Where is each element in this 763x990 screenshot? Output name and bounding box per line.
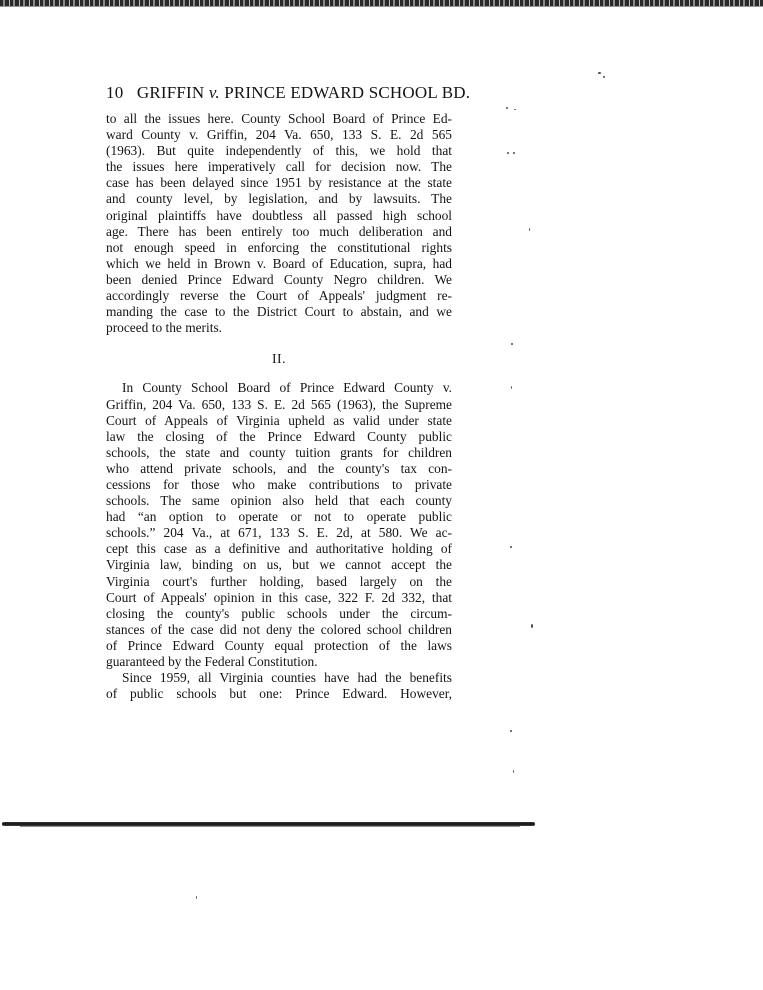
opinion-text: [106, 111, 452, 702]
text-line: stances of the case did not deny the colored school children: [106, 621, 452, 637]
scan-speck: [511, 386, 512, 389]
scan-top-border-shadow: [0, 6, 763, 7]
text-line: Virginia court's further holding, based largely on the: [106, 573, 452, 589]
text-line: had “an option to operate or not to operate public: [106, 509, 452, 525]
text-line: guaranteed by the Federal Constitution.: [106, 654, 318, 669]
text-line: law the closing of the Prince Edward County public: [106, 428, 452, 444]
scan-speck: [529, 228, 530, 231]
scan-speck: [506, 107, 508, 109]
text-line: who attend private schools, and the county's tax con-: [106, 460, 452, 476]
text-line: to all the issues here. County School Board of Prince Ed-: [106, 111, 452, 126]
paragraph-1: [106, 111, 452, 336]
scan-speck: [513, 152, 515, 154]
case-title-v: v.: [208, 83, 220, 102]
scan-speck: [511, 343, 513, 345]
text-line: cessions for those who make contributions to private: [106, 476, 452, 492]
scan-speck: [513, 770, 514, 773]
text-line: Since 1959, all Virginia counties have had the benefits: [122, 670, 452, 686]
text-line: of Prince Edward County equal protection of the laws: [106, 637, 452, 653]
text-line: age. There has been entirely too much deliberation and: [106, 223, 452, 239]
text-line: Court of Appeals of Virginia upheld as valid under state: [106, 412, 452, 428]
text-line: (1963). But quite independently of this, we hold that: [106, 143, 452, 159]
text-line: case has been delayed since 1951 by resistance at the state: [106, 175, 452, 191]
text-line: cept this case as a definitive and authoritative holding of: [106, 541, 452, 557]
scan-speck: [531, 624, 533, 628]
paragraph-2: [106, 380, 452, 670]
text-line: ward County v. Griffin, 204 Va. 650, 133 S. E. 2d 565: [106, 127, 452, 143]
scan-speck: [510, 730, 512, 732]
case-title-part2: PRINCE EDWARD SCHOOL BD.: [224, 83, 471, 102]
text-line: been denied Prince Edward County Negro children. We: [106, 271, 452, 287]
text-line: Virginia law, binding on us, but we cannot accept the: [106, 557, 452, 573]
scan-bottom-rule-shadow: [20, 826, 520, 827]
text-line: In County School Board of Prince Edward County v.: [122, 380, 452, 396]
text-line: original plaintiffs have doubtless all passed high school: [106, 207, 452, 223]
text-line: Griffin, 204 Va. 650, 133 S. E. 2d 565 (1963), the Supreme: [106, 396, 452, 412]
scan-speck: [196, 896, 197, 899]
case-title-part1: GRIFFIN: [136, 83, 205, 102]
text-line: and county level, by legislation, and by lawsuits. The: [106, 191, 452, 207]
section-heading: II.: [272, 351, 286, 367]
running-head: [106, 83, 471, 103]
text-line: schools, the state and county tuition grants for children: [106, 444, 452, 460]
text-line: manding the case to the District Court to abstain, and we: [106, 304, 452, 320]
text-line: which we held in Brown v. Board of Education, supra, had: [106, 255, 452, 271]
text-line: of public schools but one: Prince Edward. However,: [106, 686, 452, 702]
text-line: the issues here imperatively call for decision now. The: [106, 159, 452, 175]
paragraph-3: [106, 670, 452, 702]
text-line: schools.” 204 Va., at 671, 133 S. E. 2d, at 580. We ac-: [106, 525, 452, 541]
text-line: schools. The same opinion also held that each county: [106, 493, 452, 509]
scan-speck: [510, 546, 512, 548]
text-line: Court of Appeals' opinion in this case, 322 F. 2d 332, that: [106, 589, 452, 605]
page-number: 10: [106, 83, 124, 102]
scan-speck: [507, 152, 509, 154]
text-line: accordingly reverse the Court of Appeals' judgment re-: [106, 288, 452, 304]
text-line: closing the county's public schools under the circum-: [106, 605, 452, 621]
text-line: proceed to the merits.: [106, 320, 223, 336]
scan-speck: [603, 76, 605, 78]
scan-speck: [514, 109, 516, 110]
scan-speck: [598, 72, 601, 74]
text-line: not enough speed in enforcing the constitutional rights: [106, 239, 452, 255]
